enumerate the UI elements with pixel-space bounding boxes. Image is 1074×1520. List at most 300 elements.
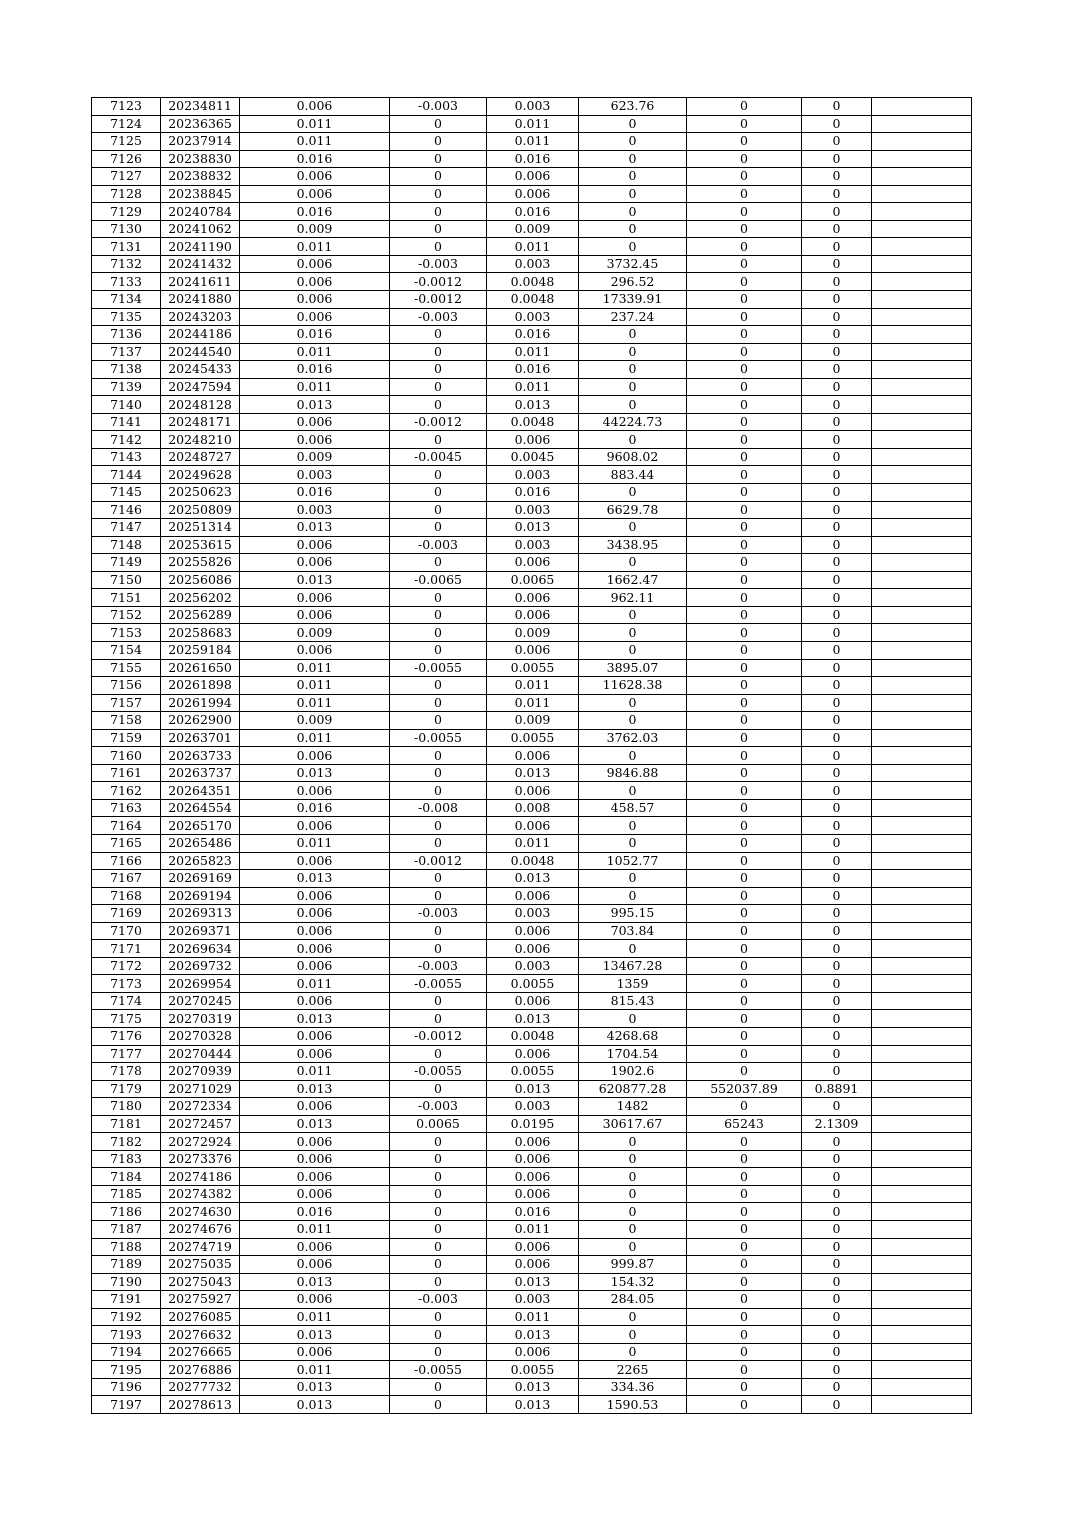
- amount-cell: 334.36: [579, 1378, 687, 1396]
- net-rate-cell: 0.003: [487, 536, 579, 554]
- blank-cell: [872, 98, 972, 116]
- id-cell: 20275927: [161, 1291, 240, 1309]
- adjustment-cell: 0: [390, 133, 487, 151]
- amount-cell: 6629.78: [579, 501, 687, 519]
- adjustment-cell: 0: [390, 834, 487, 852]
- row-number-cell: 7192: [92, 1308, 161, 1326]
- net-rate-cell: 0.003: [487, 905, 579, 923]
- id-cell: 20277732: [161, 1378, 240, 1396]
- ratio-cell: 0: [802, 554, 872, 572]
- net-rate-cell: 0.0048: [487, 273, 579, 291]
- table-row: [92, 870, 972, 888]
- net-rate-cell: 0.0045: [487, 448, 579, 466]
- amount-cell: 0: [579, 1168, 687, 1186]
- adjustment-cell: 0: [390, 1238, 487, 1256]
- rate-cell: 0.011: [240, 975, 390, 993]
- net-rate-cell: 0.011: [487, 677, 579, 695]
- net-rate-cell: 0.016: [487, 484, 579, 502]
- value-cell: 0: [687, 624, 802, 642]
- adjustment-cell: -0.0045: [390, 448, 487, 466]
- blank-cell: [872, 1010, 972, 1028]
- blank-cell: [872, 466, 972, 484]
- table-row: [92, 98, 972, 116]
- ratio-cell: 0: [802, 957, 872, 975]
- ratio-cell: 0: [802, 1098, 872, 1116]
- value-cell: 0: [687, 1273, 802, 1291]
- net-rate-cell: 0.006: [487, 922, 579, 940]
- row-number-cell: 7187: [92, 1221, 161, 1239]
- row-number-cell: 7150: [92, 571, 161, 589]
- table-row: [92, 519, 972, 537]
- amount-cell: 458.57: [579, 799, 687, 817]
- amount-cell: 0: [579, 624, 687, 642]
- net-rate-cell: 0.006: [487, 606, 579, 624]
- table-row: [92, 606, 972, 624]
- amount-cell: 1662.47: [579, 571, 687, 589]
- net-rate-cell: 0.0048: [487, 413, 579, 431]
- amount-cell: 2265: [579, 1361, 687, 1379]
- rate-cell: 0.006: [240, 1238, 390, 1256]
- table-row: [92, 1361, 972, 1379]
- rate-cell: 0.006: [240, 782, 390, 800]
- net-rate-cell: 0.008: [487, 799, 579, 817]
- ratio-cell: 0: [802, 448, 872, 466]
- row-number-cell: 7136: [92, 326, 161, 344]
- value-cell: 0: [687, 150, 802, 168]
- rate-cell: 0.016: [240, 150, 390, 168]
- id-cell: 20263733: [161, 747, 240, 765]
- blank-cell: [872, 501, 972, 519]
- amount-cell: 0: [579, 940, 687, 958]
- adjustment-cell: -0.0012: [390, 413, 487, 431]
- value-cell: 0: [687, 448, 802, 466]
- table-row: [92, 571, 972, 589]
- amount-cell: 0: [579, 887, 687, 905]
- rate-cell: 0.011: [240, 378, 390, 396]
- ratio-cell: 0: [802, 870, 872, 888]
- rate-cell: 0.011: [240, 834, 390, 852]
- adjustment-cell: 0: [390, 1045, 487, 1063]
- table-row: [92, 431, 972, 449]
- value-cell: 0: [687, 1027, 802, 1045]
- net-rate-cell: 0.013: [487, 1080, 579, 1098]
- id-cell: 20249628: [161, 466, 240, 484]
- row-number-cell: 7184: [92, 1168, 161, 1186]
- blank-cell: [872, 1221, 972, 1239]
- blank-cell: [872, 747, 972, 765]
- amount-cell: 154.32: [579, 1273, 687, 1291]
- id-cell: 20270328: [161, 1027, 240, 1045]
- value-cell: 0: [687, 589, 802, 607]
- blank-cell: [872, 326, 972, 344]
- ratio-cell: 0: [802, 729, 872, 747]
- row-number-cell: 7153: [92, 624, 161, 642]
- adjustment-cell: 0: [390, 1343, 487, 1361]
- ratio-cell: 0: [802, 1168, 872, 1186]
- amount-cell: 0: [579, 694, 687, 712]
- id-cell: 20269732: [161, 957, 240, 975]
- net-rate-cell: 0.006: [487, 817, 579, 835]
- adjustment-cell: 0: [390, 870, 487, 888]
- id-cell: 20274382: [161, 1185, 240, 1203]
- adjustment-cell: 0: [390, 1221, 487, 1239]
- value-cell: 0: [687, 712, 802, 730]
- net-rate-cell: 0.0055: [487, 1361, 579, 1379]
- rate-cell: 0.011: [240, 1221, 390, 1239]
- adjustment-cell: 0: [390, 203, 487, 221]
- adjustment-cell: -0.003: [390, 905, 487, 923]
- ratio-cell: 0: [802, 975, 872, 993]
- ratio-cell: 0: [802, 98, 872, 116]
- id-cell: 20245433: [161, 361, 240, 379]
- amount-cell: 284.05: [579, 1291, 687, 1309]
- adjustment-cell: -0.003: [390, 98, 487, 116]
- adjustment-cell: -0.0055: [390, 1063, 487, 1081]
- row-number-cell: 7127: [92, 168, 161, 186]
- id-cell: 20238832: [161, 168, 240, 186]
- ratio-cell: 0: [802, 852, 872, 870]
- rate-cell: 0.003: [240, 466, 390, 484]
- table-row: [92, 168, 972, 186]
- net-rate-cell: 0.011: [487, 1221, 579, 1239]
- table-row: [92, 396, 972, 414]
- rate-cell: 0.006: [240, 817, 390, 835]
- adjustment-cell: 0: [390, 168, 487, 186]
- value-cell: 0: [687, 326, 802, 344]
- row-number-cell: 7151: [92, 589, 161, 607]
- row-number-cell: 7191: [92, 1291, 161, 1309]
- table-row: [92, 641, 972, 659]
- net-rate-cell: 0.011: [487, 238, 579, 256]
- id-cell: 20256086: [161, 571, 240, 589]
- row-number-cell: 7181: [92, 1115, 161, 1133]
- ratio-cell: 0: [802, 764, 872, 782]
- value-cell: 0: [687, 361, 802, 379]
- table-row: [92, 1256, 972, 1274]
- id-cell: 20248128: [161, 396, 240, 414]
- id-cell: 20250809: [161, 501, 240, 519]
- id-cell: 20258683: [161, 624, 240, 642]
- value-cell: 0: [687, 115, 802, 133]
- adjustment-cell: 0: [390, 887, 487, 905]
- ratio-cell: 0: [802, 343, 872, 361]
- net-rate-cell: 0.013: [487, 1326, 579, 1344]
- net-rate-cell: 0.006: [487, 1238, 579, 1256]
- row-number-cell: 7173: [92, 975, 161, 993]
- id-cell: 20241432: [161, 255, 240, 273]
- net-rate-cell: 0.006: [487, 747, 579, 765]
- amount-cell: 0: [579, 378, 687, 396]
- blank-cell: [872, 624, 972, 642]
- rate-cell: 0.011: [240, 133, 390, 151]
- blank-cell: [872, 1115, 972, 1133]
- ratio-cell: 0: [802, 150, 872, 168]
- adjustment-cell: 0: [390, 396, 487, 414]
- value-cell: 0: [687, 764, 802, 782]
- id-cell: 20274719: [161, 1238, 240, 1256]
- amount-cell: 3732.45: [579, 255, 687, 273]
- value-cell: 0: [687, 1396, 802, 1414]
- row-number-cell: 7142: [92, 431, 161, 449]
- id-cell: 20274186: [161, 1168, 240, 1186]
- blank-cell: [872, 536, 972, 554]
- amount-cell: 0: [579, 606, 687, 624]
- ratio-cell: 0: [802, 466, 872, 484]
- net-rate-cell: 0.013: [487, 1378, 579, 1396]
- value-cell: 0: [687, 852, 802, 870]
- id-cell: 20261994: [161, 694, 240, 712]
- blank-cell: [872, 641, 972, 659]
- adjustment-cell: -0.0012: [390, 291, 487, 309]
- table-row: [92, 940, 972, 958]
- ratio-cell: 0: [802, 220, 872, 238]
- value-cell: 0: [687, 1326, 802, 1344]
- value-cell: 0: [687, 1045, 802, 1063]
- value-cell: 0: [687, 431, 802, 449]
- ratio-cell: 0: [802, 484, 872, 502]
- id-cell: 20272334: [161, 1098, 240, 1116]
- adjustment-cell: 0: [390, 361, 487, 379]
- table-row: [92, 343, 972, 361]
- net-rate-cell: 0.0048: [487, 291, 579, 309]
- id-cell: 20255826: [161, 554, 240, 572]
- blank-cell: [872, 519, 972, 537]
- net-rate-cell: 0.006: [487, 168, 579, 186]
- ratio-cell: 0: [802, 203, 872, 221]
- ratio-cell: 0: [802, 1361, 872, 1379]
- blank-cell: [872, 712, 972, 730]
- table-row: [92, 361, 972, 379]
- row-number-cell: 7165: [92, 834, 161, 852]
- adjustment-cell: 0: [390, 1010, 487, 1028]
- rate-cell: 0.011: [240, 694, 390, 712]
- adjustment-cell: 0: [390, 378, 487, 396]
- id-cell: 20276665: [161, 1343, 240, 1361]
- blank-cell: [872, 1133, 972, 1151]
- rate-cell: 0.006: [240, 536, 390, 554]
- rate-cell: 0.011: [240, 1361, 390, 1379]
- table-row: [92, 922, 972, 940]
- rate-cell: 0.013: [240, 1273, 390, 1291]
- table-row: [92, 817, 972, 835]
- net-rate-cell: 0.006: [487, 431, 579, 449]
- rate-cell: 0.016: [240, 484, 390, 502]
- blank-cell: [872, 273, 972, 291]
- ratio-cell: 0: [802, 185, 872, 203]
- blank-cell: [872, 1185, 972, 1203]
- rate-cell: 0.006: [240, 1291, 390, 1309]
- amount-cell: 1052.77: [579, 852, 687, 870]
- row-number-cell: 7182: [92, 1133, 161, 1151]
- amount-cell: 883.44: [579, 466, 687, 484]
- amount-cell: 0: [579, 1150, 687, 1168]
- net-rate-cell: 0.003: [487, 1098, 579, 1116]
- row-number-cell: 7128: [92, 185, 161, 203]
- table-row: [92, 554, 972, 572]
- row-number-cell: 7193: [92, 1326, 161, 1344]
- blank-cell: [872, 817, 972, 835]
- blank-cell: [872, 554, 972, 572]
- blank-cell: [872, 764, 972, 782]
- table-row: [92, 1238, 972, 1256]
- net-rate-cell: 0.006: [487, 589, 579, 607]
- value-cell: 0: [687, 1308, 802, 1326]
- row-number-cell: 7144: [92, 466, 161, 484]
- adjustment-cell: 0: [390, 1203, 487, 1221]
- adjustment-cell: -0.003: [390, 536, 487, 554]
- net-rate-cell: 0.011: [487, 343, 579, 361]
- rate-cell: 0.011: [240, 238, 390, 256]
- net-rate-cell: 0.006: [487, 1256, 579, 1274]
- net-rate-cell: 0.003: [487, 98, 579, 116]
- id-cell: 20265170: [161, 817, 240, 835]
- value-cell: 0: [687, 98, 802, 116]
- table-row: [92, 501, 972, 519]
- net-rate-cell: 0.006: [487, 1150, 579, 1168]
- ratio-cell: 0: [802, 1238, 872, 1256]
- row-number-cell: 7172: [92, 957, 161, 975]
- value-cell: 0: [687, 940, 802, 958]
- adjustment-cell: -0.003: [390, 308, 487, 326]
- blank-cell: [872, 1378, 972, 1396]
- adjustment-cell: 0: [390, 747, 487, 765]
- row-number-cell: 7176: [92, 1027, 161, 1045]
- value-cell: 0: [687, 501, 802, 519]
- rate-cell: 0.013: [240, 1396, 390, 1414]
- id-cell: 20238845: [161, 185, 240, 203]
- blank-cell: [872, 729, 972, 747]
- adjustment-cell: -0.003: [390, 255, 487, 273]
- amount-cell: 623.76: [579, 98, 687, 116]
- amount-cell: 1482: [579, 1098, 687, 1116]
- amount-cell: 815.43: [579, 992, 687, 1010]
- ratio-cell: 0: [802, 1326, 872, 1344]
- value-cell: 0: [687, 1378, 802, 1396]
- blank-cell: [872, 1291, 972, 1309]
- ratio-cell: 0: [802, 1308, 872, 1326]
- blank-cell: [872, 992, 972, 1010]
- blank-cell: [872, 203, 972, 221]
- adjustment-cell: 0: [390, 1256, 487, 1274]
- ratio-cell: 0: [802, 1045, 872, 1063]
- amount-cell: 296.52: [579, 273, 687, 291]
- id-cell: 20269169: [161, 870, 240, 888]
- row-number-cell: 7190: [92, 1273, 161, 1291]
- blank-cell: [872, 799, 972, 817]
- amount-cell: 0: [579, 150, 687, 168]
- amount-cell: 0: [579, 519, 687, 537]
- ratio-cell: 0: [802, 1221, 872, 1239]
- ratio-cell: 0: [802, 922, 872, 940]
- net-rate-cell: 0.016: [487, 361, 579, 379]
- row-number-cell: 7188: [92, 1238, 161, 1256]
- adjustment-cell: 0: [390, 519, 487, 537]
- table-row: [92, 1098, 972, 1116]
- net-rate-cell: 0.0048: [487, 852, 579, 870]
- row-number-cell: 7169: [92, 905, 161, 923]
- blank-cell: [872, 133, 972, 151]
- net-rate-cell: 0.0055: [487, 659, 579, 677]
- ratio-cell: 0: [802, 431, 872, 449]
- adjustment-cell: -0.0065: [390, 571, 487, 589]
- row-number-cell: 7146: [92, 501, 161, 519]
- table-row: [92, 1168, 972, 1186]
- row-number-cell: 7155: [92, 659, 161, 677]
- row-number-cell: 7123: [92, 98, 161, 116]
- amount-cell: 13467.28: [579, 957, 687, 975]
- row-number-cell: 7138: [92, 361, 161, 379]
- row-number-cell: 7149: [92, 554, 161, 572]
- amount-cell: 995.15: [579, 905, 687, 923]
- id-cell: 20253615: [161, 536, 240, 554]
- net-rate-cell: 0.009: [487, 624, 579, 642]
- ratio-cell: 0: [802, 905, 872, 923]
- ratio-cell: 0: [802, 1185, 872, 1203]
- id-cell: 20269313: [161, 905, 240, 923]
- net-rate-cell: 0.009: [487, 712, 579, 730]
- row-number-cell: 7177: [92, 1045, 161, 1063]
- row-number-cell: 7161: [92, 764, 161, 782]
- value-cell: 0: [687, 1063, 802, 1081]
- rate-cell: 0.013: [240, 1378, 390, 1396]
- adjustment-cell: 0: [390, 589, 487, 607]
- row-number-cell: 7131: [92, 238, 161, 256]
- net-rate-cell: 0.011: [487, 834, 579, 852]
- value-cell: 0: [687, 203, 802, 221]
- rate-cell: 0.006: [240, 308, 390, 326]
- adjustment-cell: 0: [390, 1273, 487, 1291]
- table-row: [92, 992, 972, 1010]
- adjustment-cell: 0: [390, 817, 487, 835]
- blank-cell: [872, 887, 972, 905]
- blank-cell: [872, 343, 972, 361]
- id-cell: 20270319: [161, 1010, 240, 1028]
- amount-cell: 3762.03: [579, 729, 687, 747]
- amount-cell: 237.24: [579, 308, 687, 326]
- adjustment-cell: 0: [390, 641, 487, 659]
- ratio-cell: 0: [802, 519, 872, 537]
- rate-cell: 0.013: [240, 571, 390, 589]
- amount-cell: 0: [579, 1203, 687, 1221]
- ratio-cell: 0: [802, 115, 872, 133]
- rate-cell: 0.009: [240, 624, 390, 642]
- blank-cell: [872, 168, 972, 186]
- ratio-cell: 0: [802, 361, 872, 379]
- blank-cell: [872, 115, 972, 133]
- id-cell: 20269634: [161, 940, 240, 958]
- id-cell: 20275035: [161, 1256, 240, 1274]
- ratio-cell: 0: [802, 536, 872, 554]
- adjustment-cell: -0.008: [390, 799, 487, 817]
- value-cell: 0: [687, 1168, 802, 1186]
- adjustment-cell: 0: [390, 343, 487, 361]
- adjustment-cell: -0.003: [390, 957, 487, 975]
- adjustment-cell: 0: [390, 431, 487, 449]
- ratio-cell: 0: [802, 1063, 872, 1081]
- amount-cell: 0: [579, 554, 687, 572]
- table-row: [92, 694, 972, 712]
- net-rate-cell: 0.006: [487, 1133, 579, 1151]
- row-number-cell: 7125: [92, 133, 161, 151]
- amount-cell: 0: [579, 115, 687, 133]
- adjustment-cell: -0.0055: [390, 729, 487, 747]
- adjustment-cell: 0: [390, 940, 487, 958]
- adjustment-cell: 0: [390, 764, 487, 782]
- rate-cell: 0.009: [240, 220, 390, 238]
- rate-cell: 0.016: [240, 326, 390, 344]
- row-number-cell: 7139: [92, 378, 161, 396]
- table-row: [92, 1308, 972, 1326]
